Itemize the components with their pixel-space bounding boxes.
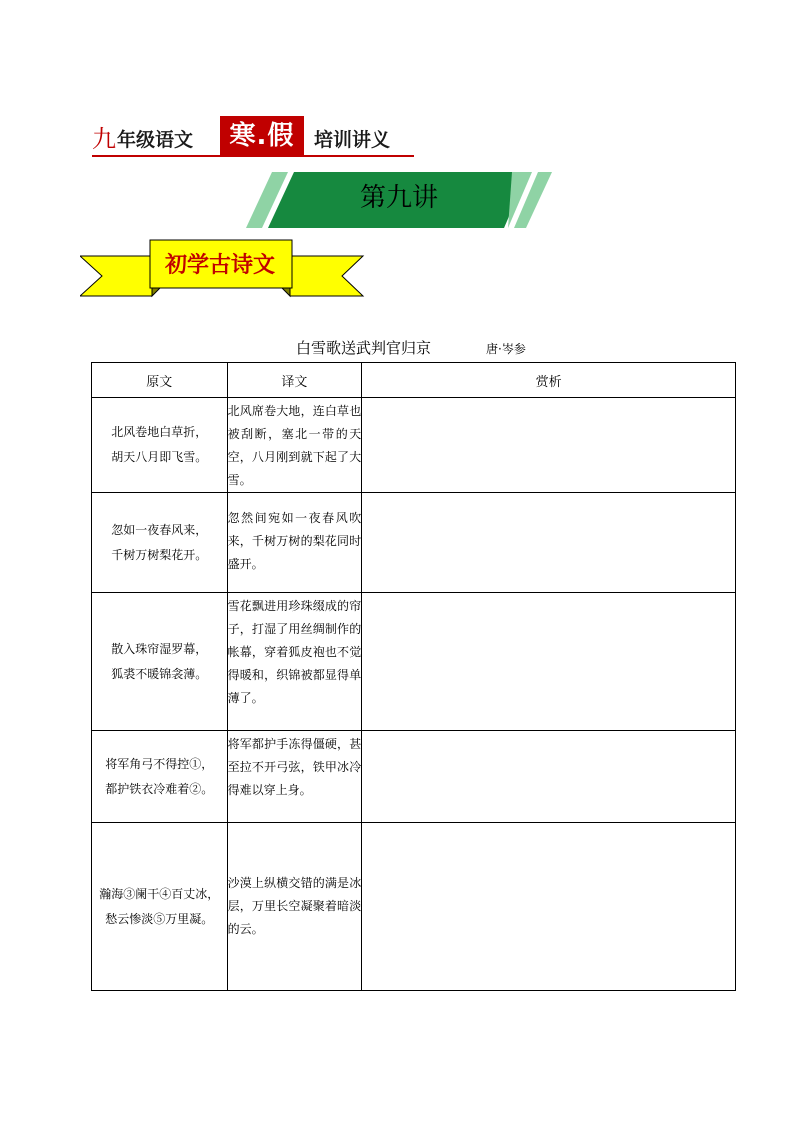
original-cell: 瀚海③阑干④百丈冰， 愁云惨淡⑤万里凝。 [92,823,228,991]
header-series: 培训讲义 [314,129,391,151]
analysis-cell[interactable] [362,398,736,493]
table-row [92,398,736,493]
header-grade-subject: 年级语文 [117,129,194,151]
header-translation: 译文 [227,363,362,398]
table-header-row [92,363,736,398]
original-cell: 忽如一夜春风来， 千树万树梨花开。 [92,493,228,593]
analysis-cell[interactable] [362,593,736,731]
analysis-cell[interactable] [362,731,736,823]
lecture-title: 第九讲 [359,183,438,213]
header-season-badge: 寒.假 [220,116,304,156]
original-cell: 北风卷地白草折， 胡天八月即飞雪。 [92,398,228,493]
original-cell: 将军角弓不得控①， 都护铁衣冷难着②。 [92,731,228,823]
translation-cell: 沙漠上纵横交错的满是冰层，万里长空凝聚着暗淡的云。 [227,823,362,991]
original-cell: 散入珠帘湿罗幕， 狐裘不暖锦衾薄。 [92,593,228,731]
header-grade-number: 九 [92,125,116,153]
table-row [92,593,736,731]
poem-table [91,362,736,991]
translation-cell: 将军都护手冻得僵硬，甚至拉不开弓弦，铁甲冰冷得难以穿上身。 [227,731,362,823]
translation-cell: 忽然间宛如一夜春风吹来，千树万树的梨花同时盛开。 [227,493,362,593]
table-row [92,823,736,991]
header-analysis: 赏析 [362,363,736,398]
header-original: 原文 [92,363,228,398]
translation-cell: 雪花飘进用珍珠缀成的帘子，打湿了用丝绸制作的帐幕，穿着狐皮袍也不觉得暖和，织锦被都显得单薄了。 [227,593,362,731]
section-title: 初学古诗文 [164,253,275,278]
table-row [92,731,736,823]
table-row [92,493,736,593]
analysis-cell[interactable] [362,823,736,991]
poem-author: 唐·岑参 [486,342,526,356]
analysis-cell[interactable] [362,493,736,593]
translation-cell: 北风席卷大地，连白草也被刮断，塞北一带的天空，八月刚到就下起了大雪。 [227,398,362,493]
poem-title: 白雪歌送武判官归京 [296,339,432,357]
